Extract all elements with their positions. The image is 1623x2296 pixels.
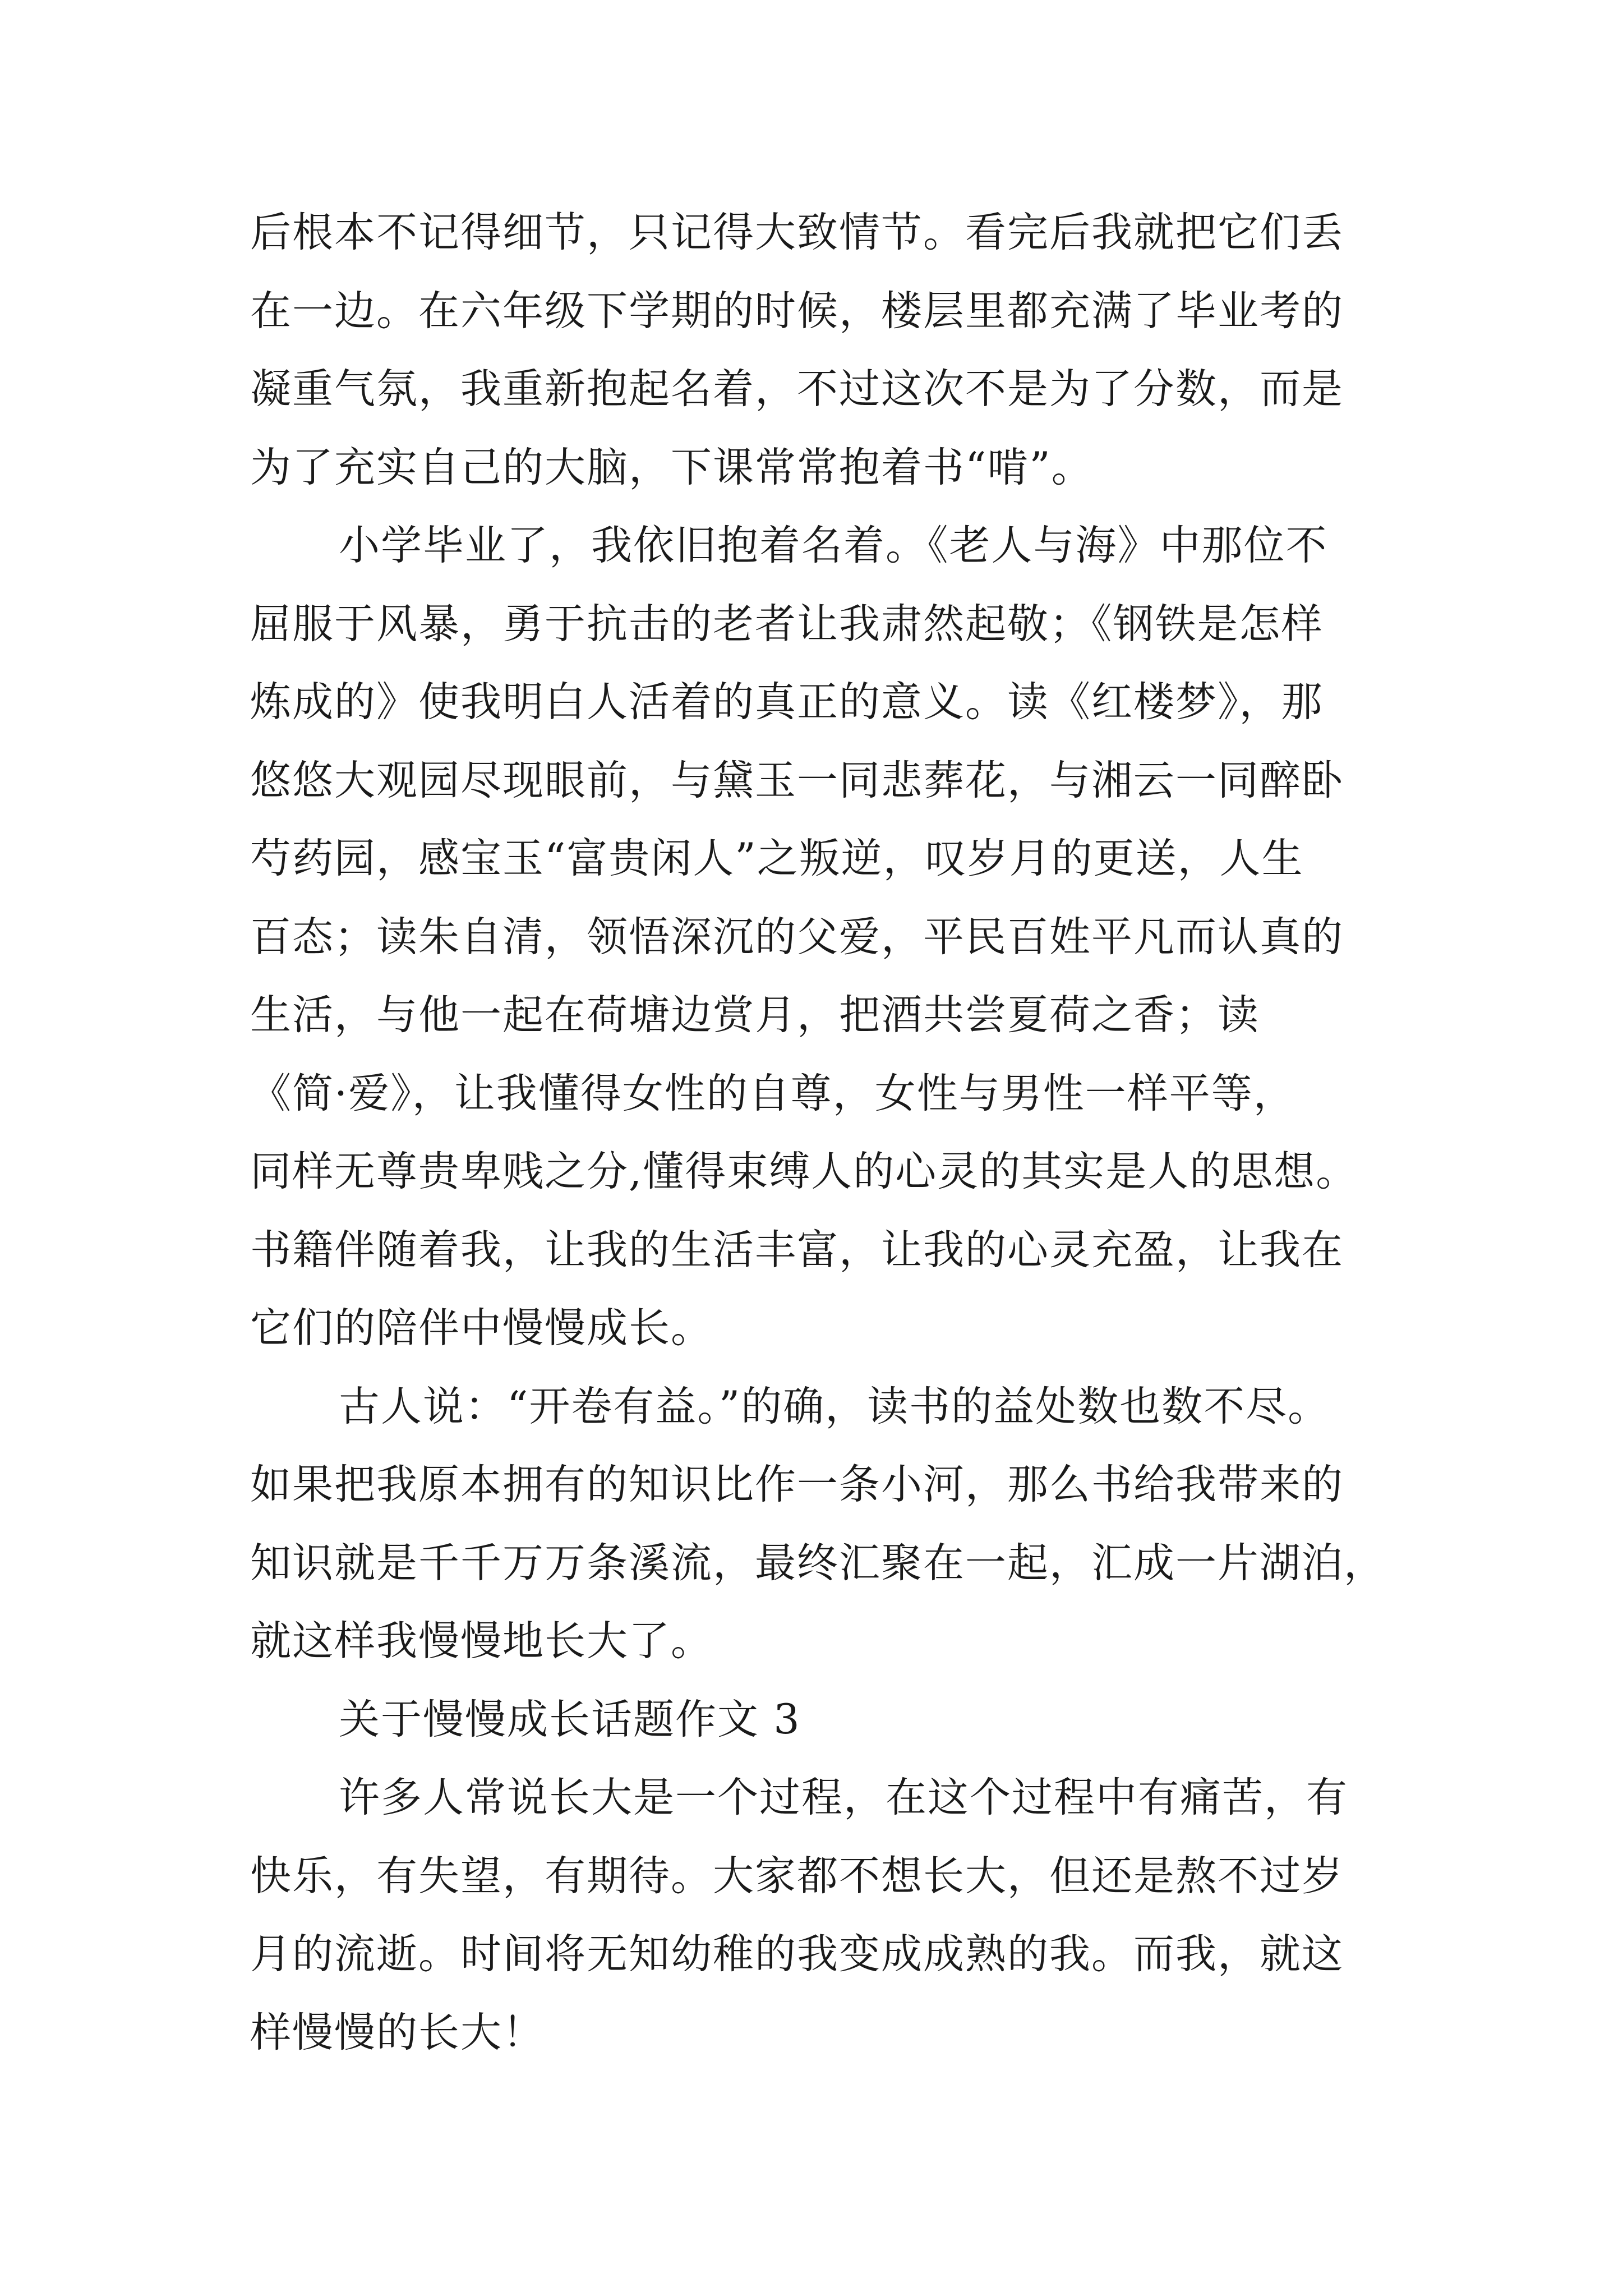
text-line: 在一边。在六年级下学期的时候，楼层里都充满了毕业考的 (250, 287, 1344, 335)
text-line: 它们的陪伴中慢慢成长。 (250, 1304, 713, 1352)
text-line: 就这样我慢慢地长大了。 (250, 1617, 713, 1665)
text-line: 百态；读朱自清，领悟深沉的父爱，平民百姓平凡而认真的 (250, 913, 1344, 961)
text-line: 快乐，有失望，有期待。大家都不想长大，但还是熬不过岁 (250, 1852, 1344, 1900)
text-line: 书籍伴随着我，让我的生活丰富，让我的心灵充盈，让我在 (250, 1226, 1344, 1274)
text-line: 悠悠大观园尽现眼前，与黛玉一同悲葬花，与湘云一同醉卧 (250, 756, 1344, 804)
text-line: 如果把我原本拥有的知识比作一条小河，那么书给我带来的 (250, 1461, 1344, 1508)
text-line: 后根本不记得细节，只记得大致情节。看完后我就把它们丢 (250, 209, 1344, 256)
text-line: 为了充实自己的大脑，下课常常抱着书“啃”。 (250, 443, 1094, 491)
text-line: 炼成的》使我明白人活着的真正的意义。读《红楼梦》，那 (250, 678, 1324, 726)
text-line: 知识就是千千万万条溪流，最终汇聚在一起，汇成一片湖泊， (250, 1539, 1386, 1587)
paragraph-first-line: 小学毕业了，我依旧抱着名着。《老人与海》中那位不 (339, 522, 1328, 569)
text-line: 样慢慢的长大！ (250, 2008, 545, 2056)
text-line: 屈服于风暴，勇于抗击的老者让我肃然起敬；《钢铁是怎样 (250, 600, 1324, 648)
document-body (250, 194, 1422, 2072)
text-line: 月的流逝。时间将无知幼稚的我变成成熟的我。而我，就这 (250, 1930, 1344, 1978)
text-line: 凝重气氛，我重新抱起名着，不过这次不是为了分数，而是 (250, 365, 1344, 413)
text-line: 同样无尊贵卑贱之分,懂得束缚人的心灵的其实是人的思想。 (250, 1148, 1358, 1195)
text-line: 芍药园，感宝玉“富贵闲人”之叛逆，叹岁月的更送，人生 (250, 835, 1304, 882)
text-line: 《简·爱》，让我懂得女性的自尊，女性与男性一样平等， (250, 1069, 1295, 1117)
text-line: 生活，与他一起在荷塘边赏月，把酒共尝夏荷之香；读 (250, 991, 1260, 1039)
section-heading: 关于慢慢成长话题作文 3 (339, 1695, 801, 1743)
paragraph-first-line: 许多人常说长大是一个过程，在这个过程中有痛苦，有 (339, 1774, 1348, 1821)
paragraph-first-line: 古人说：“开卷有益。”的确，读书的益处数也数不尽。 (339, 1382, 1330, 1430)
